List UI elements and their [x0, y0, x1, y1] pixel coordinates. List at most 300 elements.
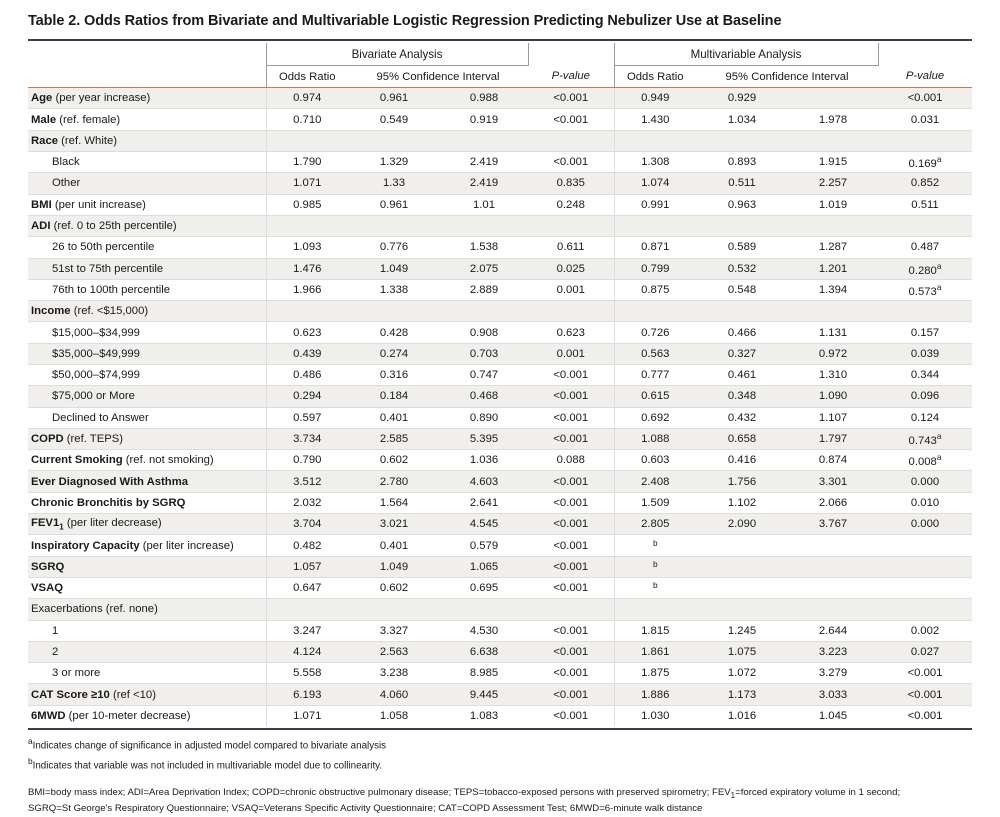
bivariate-odds-ratio — [266, 705, 348, 726]
bivariate-ci-upper — [440, 215, 528, 236]
multivariable-odds-ratio-value: 1.861 — [641, 645, 670, 658]
bivariate-ci-lower-value: 0.316 — [379, 369, 409, 382]
multivariable-ci-upper — [788, 279, 878, 300]
row-label — [28, 343, 266, 364]
bivariate-p-value — [528, 641, 614, 662]
bivariate-ci-upper-value: 1.538 — [469, 241, 499, 254]
row-label — [28, 663, 266, 684]
multivariable-p-value — [878, 237, 972, 258]
bivariate-ci-lower — [348, 279, 440, 300]
bivariate-ci-lower-value: 1.329 — [379, 156, 409, 169]
bivariate-p-value-value: <0.001 — [553, 645, 589, 658]
bivariate-ci-lower — [348, 173, 440, 194]
page-title: Table 2. Odds Ratios from Bivariate and Multivariable Logistic Regression Predicting Nebulizer Use at Baseline — [28, 13, 782, 29]
row-label — [28, 301, 266, 322]
row-label-note: (ref. TEPS) — [66, 433, 124, 446]
bivariate-p-value — [528, 386, 614, 407]
multivariable-ci-lower — [696, 535, 788, 556]
bivariate-ci-upper-value: 5.395 — [469, 433, 499, 446]
row-label-text: 76th to 100th percentile — [52, 283, 171, 296]
bivariate-p-value — [528, 471, 614, 492]
multivariable-p-value — [878, 535, 972, 556]
bivariate-ci-lower-value: 1.058 — [379, 709, 409, 722]
bivariate-ci-upper-value: 2.889 — [469, 283, 499, 296]
bivariate-ci-upper-value: 1.065 — [469, 560, 499, 573]
bivariate-odds-ratio — [266, 450, 348, 471]
multivariable-ci-lower-value: 0.416 — [727, 454, 757, 467]
bivariate-ci-upper-value: 6.638 — [469, 645, 499, 658]
multivariable-ci-upper-value: 3.223 — [818, 645, 848, 658]
multivariable-odds-ratio — [614, 301, 696, 322]
bivariate-p-value — [528, 322, 614, 343]
bivariate-p-value-value: <0.001 — [553, 624, 589, 637]
bivariate-odds-ratio — [266, 641, 348, 662]
bivariate-p-value — [528, 620, 614, 641]
multivariable-p-value-value: 0.096 — [910, 390, 940, 403]
table-row — [28, 663, 972, 684]
bivariate-odds-ratio — [266, 322, 348, 343]
multivariable-odds-ratio — [614, 258, 696, 279]
multivariable-ci-lower — [696, 386, 788, 407]
multivariable-odds-ratio — [614, 386, 696, 407]
multivariable-ci-upper-value: 0.972 — [818, 347, 848, 360]
multivariable-odds-ratio-value: 0.563 — [641, 347, 670, 360]
footnote-b — [28, 755, 972, 773]
multivariable-ci-upper — [788, 450, 878, 471]
row-label-text: BMI — [31, 198, 52, 211]
multivariable-p-value-value: 0.010 — [910, 496, 940, 509]
multivariable-ci-upper — [788, 343, 878, 364]
bivariate-odds-ratio-value: 2.032 — [293, 496, 322, 509]
header-multivariable-ci: 95% Confidence Interval — [696, 66, 878, 88]
row-label-text: Chronic Bronchitis by SGRQ — [31, 496, 186, 509]
bivariate-ci-lower — [348, 599, 440, 620]
multivariable-p-value — [878, 215, 972, 236]
bivariate-odds-ratio-value: 0.974 — [293, 92, 322, 105]
multivariable-ci-lower — [696, 492, 788, 513]
row-label-text: Declined to Answer — [52, 411, 149, 424]
definitions-line-1-pre: BMI=body mass index; ADI=Area Deprivation Index; COPD=chronic obstructive pulmonary disease; TEPS=tobacco-exposed persons with preserved spirometry; FEV — [28, 786, 731, 798]
bivariate-odds-ratio-value: 1.071 — [293, 177, 322, 190]
multivariable-ci-upper-value: 1.131 — [818, 326, 848, 339]
multivariable-p-value-value: 0.008 — [908, 456, 937, 469]
multivariable-ci-lower — [696, 663, 788, 684]
row-label-note: (ref. female) — [59, 113, 121, 126]
row-label — [28, 215, 266, 236]
multivariable-ci-upper — [788, 620, 878, 641]
bivariate-ci-upper-value: 4.603 — [469, 475, 499, 488]
multivariable-ci-lower-value: 0.893 — [727, 156, 757, 169]
row-label — [28, 492, 266, 513]
table-row — [28, 535, 972, 556]
bivariate-ci-lower-value: 4.060 — [379, 688, 409, 701]
bivariate-ci-lower-value: 2.585 — [379, 433, 409, 446]
multivariable-ci-upper — [788, 322, 878, 343]
multivariable-ci-lower — [696, 237, 788, 258]
bivariate-odds-ratio — [266, 152, 348, 173]
multivariable-ci-lower-value: 0.532 — [727, 262, 757, 275]
multivariable-p-value-value: 0.743 — [908, 434, 937, 447]
table-row — [28, 194, 972, 215]
bivariate-ci-upper — [440, 599, 528, 620]
bivariate-odds-ratio-value: 1.093 — [293, 241, 322, 254]
bivariate-odds-ratio-value: 3.704 — [293, 518, 322, 531]
bivariate-odds-ratio-value: 1.790 — [293, 156, 322, 169]
multivariable-ci-lower — [696, 130, 788, 151]
multivariable-ci-lower-value: 1.075 — [727, 645, 757, 658]
bivariate-ci-upper — [440, 194, 528, 215]
bivariate-odds-ratio-value: 3.734 — [293, 433, 322, 446]
header-spacer — [528, 43, 614, 66]
multivariable-odds-ratio — [614, 237, 696, 258]
bivariate-odds-ratio — [266, 514, 348, 535]
bivariate-ci-upper-value: 0.468 — [469, 390, 499, 403]
row-label — [28, 173, 266, 194]
multivariable-ci-upper-value: 3.301 — [818, 475, 848, 488]
row-label-note: (ref <10) — [112, 688, 156, 701]
row-label-text: Other — [52, 177, 81, 190]
multivariable-ci-lower — [696, 194, 788, 215]
bivariate-ci-lower — [348, 130, 440, 151]
multivariable-ci-lower — [696, 599, 788, 620]
row-label — [28, 407, 266, 428]
bivariate-odds-ratio-value: 1.057 — [293, 560, 322, 573]
bivariate-odds-ratio — [266, 364, 348, 385]
table-row — [28, 514, 972, 535]
header-group-bivariate: Bivariate Analysis — [266, 43, 528, 66]
table-row — [28, 641, 972, 662]
footnote-a-marker: a — [28, 736, 33, 747]
bivariate-p-value-value: <0.001 — [553, 539, 589, 552]
multivariable-ci-upper-value: 3.767 — [818, 518, 848, 531]
multivariable-ci-upper-value: 2.257 — [818, 177, 848, 190]
multivariable-odds-ratio — [614, 556, 696, 577]
bivariate-odds-ratio — [266, 279, 348, 300]
multivariable-odds-ratio — [614, 279, 696, 300]
table-row — [28, 492, 972, 513]
multivariable-ci-upper — [788, 386, 878, 407]
row-label-text: Race — [31, 134, 59, 147]
bivariate-ci-upper-value: 2.641 — [469, 496, 499, 509]
definitions-line-1-post: =forced expiratory volume in 1 second; — [735, 786, 901, 798]
bivariate-ci-lower-value: 0.401 — [379, 539, 409, 552]
multivariable-p-value-footnote-marker: a — [936, 260, 942, 271]
multivariable-ci-upper-value: 1.797 — [818, 433, 848, 446]
bivariate-ci-lower — [348, 428, 440, 449]
bivariate-ci-lower — [348, 535, 440, 556]
bivariate-odds-ratio — [266, 556, 348, 577]
row-label — [28, 705, 266, 726]
multivariable-ci-upper — [788, 535, 878, 556]
bivariate-ci-upper — [440, 492, 528, 513]
multivariable-p-value — [878, 301, 972, 322]
bivariate-p-value-value: <0.001 — [553, 475, 589, 488]
row-label-text: $35,000–$49,999 — [52, 347, 140, 360]
multivariable-p-value — [878, 705, 972, 726]
bivariate-ci-lower — [348, 471, 440, 492]
bivariate-ci-lower — [348, 450, 440, 471]
multivariable-ci-lower-value: 0.466 — [727, 326, 757, 339]
bivariate-ci-upper — [440, 364, 528, 385]
table-row — [28, 258, 972, 279]
bivariate-ci-lower — [348, 258, 440, 279]
row-label-note: (ref. not smoking) — [125, 454, 214, 467]
bivariate-ci-upper-value: 0.579 — [469, 539, 499, 552]
table-row — [28, 279, 972, 300]
multivariable-ci-lower-value: 0.327 — [727, 347, 757, 360]
multivariable-p-value — [878, 343, 972, 364]
bivariate-ci-upper — [440, 620, 528, 641]
multivariable-p-value — [878, 514, 972, 535]
multivariable-ci-upper-value: 1.201 — [818, 262, 848, 275]
row-label-text: VSAQ — [31, 582, 64, 595]
row-label-text: Black — [52, 156, 80, 169]
multivariable-ci-lower — [696, 577, 788, 598]
multivariable-p-value — [878, 471, 972, 492]
bivariate-ci-lower-value: 1.338 — [379, 283, 409, 296]
bivariate-odds-ratio — [266, 386, 348, 407]
footnote-b-marker: b — [28, 755, 33, 766]
bivariate-p-value-value: <0.001 — [553, 582, 589, 595]
multivariable-p-value — [878, 173, 972, 194]
bivariate-ci-lower-value: 0.428 — [379, 326, 409, 339]
multivariable-odds-ratio-value: 1.088 — [641, 433, 670, 446]
multivariable-odds-ratio-value: 1.509 — [641, 496, 670, 509]
multivariable-p-value — [878, 386, 972, 407]
bivariate-ci-upper — [440, 514, 528, 535]
multivariable-p-value — [878, 279, 972, 300]
bivariate-p-value — [528, 215, 614, 236]
bivariate-ci-lower-value: 2.780 — [379, 475, 409, 488]
multivariable-ci-lower-value: 1.072 — [727, 667, 757, 680]
bivariate-odds-ratio-value: 0.710 — [293, 113, 322, 126]
bivariate-ci-lower — [348, 577, 440, 598]
bivariate-ci-upper — [440, 471, 528, 492]
bivariate-p-value — [528, 194, 614, 215]
footnote-a-text: Indicates change of significance in adjusted model compared to bivariate analysis — [32, 740, 387, 752]
bivariate-p-value-value: <0.001 — [553, 390, 589, 403]
bivariate-ci-lower — [348, 322, 440, 343]
row-label — [28, 599, 266, 620]
bivariate-p-value — [528, 705, 614, 726]
multivariable-ci-lower — [696, 152, 788, 173]
multivariable-ci-lower-value: 0.548 — [727, 283, 757, 296]
multivariable-odds-ratio-value: 2.805 — [641, 518, 670, 531]
bivariate-p-value — [528, 663, 614, 684]
multivariable-ci-upper — [788, 514, 878, 535]
multivariable-odds-ratio — [614, 130, 696, 151]
multivariable-odds-ratio — [614, 173, 696, 194]
multivariable-ci-upper — [788, 215, 878, 236]
bivariate-ci-upper-value: 2.419 — [469, 156, 499, 169]
bivariate-ci-upper — [440, 322, 528, 343]
bivariate-ci-upper — [440, 130, 528, 151]
multivariable-ci-upper-value: 1.090 — [818, 390, 848, 403]
multivariable-odds-ratio — [614, 215, 696, 236]
multivariable-odds-ratio-value: 0.949 — [641, 92, 670, 105]
row-label — [28, 279, 266, 300]
bivariate-odds-ratio-value: 0.647 — [293, 582, 322, 595]
bivariate-ci-upper-value: 1.01 — [473, 198, 495, 211]
table-row — [28, 577, 972, 598]
bivariate-odds-ratio-value: 1.476 — [293, 262, 322, 275]
table-footnotes — [28, 735, 972, 817]
bivariate-p-value-value: <0.001 — [553, 433, 589, 446]
multivariable-odds-ratio — [614, 88, 696, 109]
bivariate-odds-ratio — [266, 343, 348, 364]
bivariate-ci-upper-value: 4.530 — [469, 624, 499, 637]
bivariate-p-value — [528, 599, 614, 620]
row-label-text: 1 — [52, 624, 59, 637]
bivariate-ci-upper — [440, 109, 528, 130]
multivariable-odds-ratio — [614, 322, 696, 343]
multivariable-ci-lower — [696, 450, 788, 471]
multivariable-p-value-footnote-marker: a — [936, 452, 942, 463]
table-row — [28, 237, 972, 258]
bivariate-odds-ratio-value: 6.193 — [293, 688, 322, 701]
bivariate-p-value — [528, 556, 614, 577]
row-label — [28, 428, 266, 449]
bivariate-ci-upper — [440, 663, 528, 684]
table-row — [28, 301, 972, 322]
bivariate-odds-ratio-value: 0.623 — [293, 326, 322, 339]
bivariate-ci-upper — [440, 428, 528, 449]
multivariable-p-value — [878, 663, 972, 684]
bivariate-ci-upper-value: 9.445 — [469, 688, 499, 701]
header-multivariable-or: Odds Ratio — [614, 66, 696, 88]
multivariable-p-value — [878, 258, 972, 279]
multivariable-odds-ratio — [614, 109, 696, 130]
multivariable-ci-lower — [696, 343, 788, 364]
multivariable-ci-upper — [788, 194, 878, 215]
header-variable-blank — [28, 66, 266, 88]
bivariate-p-value — [528, 258, 614, 279]
multivariable-ci-lower-value: 1.016 — [727, 709, 757, 722]
bivariate-p-value — [528, 407, 614, 428]
bivariate-ci-lower-value: 0.961 — [379, 198, 409, 211]
multivariable-p-value — [878, 322, 972, 343]
bivariate-ci-lower — [348, 556, 440, 577]
multivariable-ci-lower-value: 1.102 — [727, 496, 757, 509]
bivariate-ci-upper — [440, 343, 528, 364]
table-row — [28, 152, 972, 173]
table-row — [28, 88, 972, 109]
multivariable-p-value-value: 0.039 — [910, 347, 940, 360]
multivariable-odds-ratio-value: 1.875 — [641, 667, 670, 680]
bivariate-ci-lower-value: 1.049 — [379, 560, 409, 573]
bivariate-p-value — [528, 88, 614, 109]
multivariable-p-value-value: 0.573 — [908, 285, 937, 298]
multivariable-ci-upper-value: 1.978 — [818, 113, 848, 126]
bivariate-p-value-value: 0.025 — [556, 262, 585, 275]
bivariate-p-value-value: <0.001 — [553, 560, 589, 573]
multivariable-odds-ratio — [614, 641, 696, 662]
multivariable-p-value-value: <0.001 — [907, 709, 943, 722]
multivariable-ci-lower-value: 0.963 — [727, 198, 757, 211]
multivariable-ci-upper — [788, 88, 878, 109]
row-label-note: (per liter increase) — [142, 539, 234, 552]
multivariable-p-value — [878, 599, 972, 620]
multivariable-ci-lower-value: 0.511 — [728, 177, 756, 190]
multivariable-p-value-value: 0.002 — [910, 624, 940, 637]
bivariate-p-value-value: <0.001 — [553, 411, 589, 424]
bivariate-ci-lower — [348, 194, 440, 215]
bivariate-ci-lower-value: 1.33 — [383, 177, 405, 190]
bivariate-ci-lower — [348, 88, 440, 109]
multivariable-p-value — [878, 152, 972, 173]
row-label — [28, 237, 266, 258]
multivariable-odds-ratio — [614, 343, 696, 364]
bivariate-odds-ratio-value: 4.124 — [293, 645, 322, 658]
multivariable-ci-lower-value: 0.658 — [727, 433, 757, 446]
multivariable-ci-lower — [696, 173, 788, 194]
multivariable-p-value — [878, 428, 972, 449]
multivariable-odds-ratio-value: 0.799 — [641, 262, 670, 275]
bivariate-odds-ratio — [266, 663, 348, 684]
multivariable-ci-lower-value: 1.034 — [727, 113, 757, 126]
table-row — [28, 386, 972, 407]
bivariate-odds-ratio-value: 5.558 — [293, 667, 322, 680]
multivariable-ci-lower — [696, 641, 788, 662]
row-label — [28, 556, 266, 577]
multivariable-odds-ratio — [614, 577, 696, 598]
footnote-a — [28, 735, 972, 753]
bivariate-ci-lower — [348, 237, 440, 258]
bivariate-ci-lower-value: 3.021 — [379, 518, 409, 531]
bivariate-p-value-value: 0.623 — [556, 326, 585, 339]
bivariate-ci-upper — [440, 450, 528, 471]
multivariable-p-value — [878, 364, 972, 385]
bivariate-ci-upper — [440, 386, 528, 407]
multivariable-odds-ratio — [614, 471, 696, 492]
multivariable-ci-lower — [696, 258, 788, 279]
multivariable-ci-upper-value: 0.874 — [818, 454, 848, 467]
bivariate-ci-upper-value: 0.908 — [469, 326, 499, 339]
row-label-note: (per year increase) — [55, 92, 151, 105]
multivariable-ci-upper-value: 3.033 — [818, 688, 848, 701]
bivariate-p-value-value: <0.001 — [553, 688, 589, 701]
bivariate-odds-ratio — [266, 215, 348, 236]
bivariate-ci-upper — [440, 301, 528, 322]
multivariable-p-value-value: 0.027 — [910, 645, 940, 658]
bivariate-odds-ratio — [266, 620, 348, 641]
multivariable-ci-lower — [696, 428, 788, 449]
table-row — [28, 684, 972, 705]
bivariate-ci-lower — [348, 492, 440, 513]
row-label-note: (per 10-meter decrease) — [68, 709, 191, 722]
multivariable-ci-lower — [696, 88, 788, 109]
bivariate-odds-ratio-value: 0.294 — [293, 390, 322, 403]
multivariable-odds-ratio — [614, 364, 696, 385]
table-row — [28, 173, 972, 194]
bivariate-ci-upper — [440, 705, 528, 726]
multivariable-ci-upper-value: 1.287 — [818, 241, 848, 254]
multivariable-p-value-value: 0.169 — [908, 158, 937, 171]
multivariable-odds-ratio-value: 1.815 — [641, 624, 670, 637]
bivariate-p-value — [528, 428, 614, 449]
multivariable-p-value — [878, 194, 972, 215]
footnote-b-text: Indicates that variable was not included in multivariable model due to collinearity. — [32, 759, 383, 771]
row-label-text: $50,000–$74,999 — [52, 369, 140, 382]
bivariate-odds-ratio-value: 3.512 — [293, 475, 322, 488]
bivariate-p-value-value: 0.001 — [556, 283, 585, 296]
multivariable-odds-ratio-value: 0.692 — [641, 411, 670, 424]
multivariable-p-value-value: 0.000 — [910, 518, 940, 531]
header-group-row — [28, 43, 972, 66]
bivariate-ci-lower — [348, 343, 440, 364]
header-bivariate-ci: 95% Confidence Interval — [348, 66, 528, 88]
bivariate-ci-lower-value: 0.602 — [379, 582, 409, 595]
